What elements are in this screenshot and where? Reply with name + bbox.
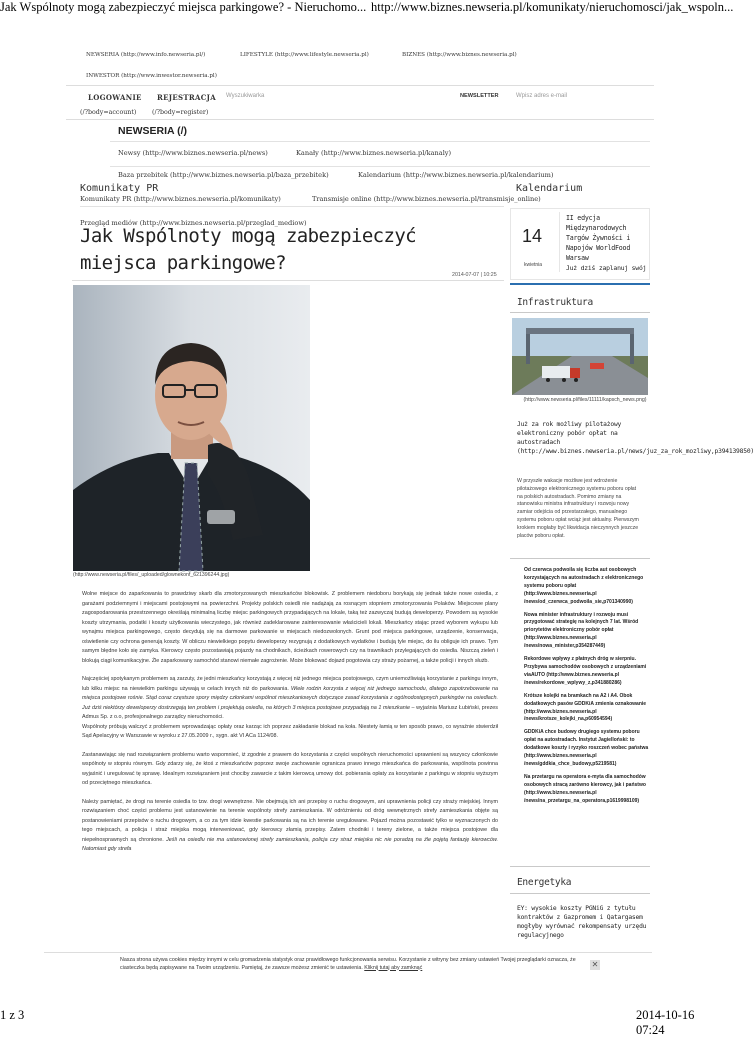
- news-item[interactable]: Na przetargu na operatora e-myta dla samochodów osobowych stracą zarówno kierowcy, jak i państwo (http://www.biznes.newseria.pl /news/na_przetargu_na_operatora,p1619998109): [524, 773, 646, 804]
- menu-baza-przebitek[interactable]: Baza przebitek (http://www.biznes.newseria.pl/baza_przebitek): [118, 171, 329, 179]
- paragraph-4: Zastanawiając się nad rozwiązaniem problemu warto wspomnieć, iż zgodnie z prawem do korzystania z części wspólnych nieruchomości uprawnieni są wszyscy członkowie wspólnoty w stopniu równym. Gdy zdarzy się, że ktoś z mieszkańców poprzez swoje zachowanie ogranicza prawo innego mieszkańca do parkowania, wspólnota powinna wyjaśnić i uregulować tę sprawę. Idealnym rozwiązaniem jest chociby zawarcie z takim kierowcą umowy dot. pobierania opłaty za korzystanie z parkingu w stopniu wyższym od przeciętnego mieszkańca.: [82, 751, 498, 786]
- paragraph-2-attribution: – wyjaśnia Mariusz Łubiński, prezes Admus Sp. z o.o, profesjonalnego zarządcy nieruchomości.: [82, 704, 498, 720]
- news-item[interactable]: Krótsze kolejki na bramkach na A2 i A4. Obok dodatkowych pasów GDDKiA zmienia oznakowanie (http://www.biznes.newseria.pl /news/krotsze_kolejki_na,p60954594): [524, 692, 647, 723]
- infrastruktura-rule: [510, 312, 650, 313]
- brand-logo[interactable]: NEWSERIA (/): [118, 125, 188, 137]
- event-cta[interactable]: Już dziś zaplanuj swój: [566, 264, 647, 272]
- highway-illustration: [512, 318, 648, 395]
- register-link[interactable]: REJESTRACJA: [157, 93, 216, 102]
- infrastruktura-lead-title[interactable]: Już za rok możliwy pilotażowy elektroniczny pobór opłat na autostradach (http://www.biznes.newseria.pl/news/juz_za_rok_mozliwy,p394139850): [517, 421, 754, 455]
- menu-transmisje[interactable]: Transmisje online (http://www.biznes.newseria.pl/transmisje_online): [312, 195, 541, 203]
- infrastruktura-lead-text: W przyszłe wakacje możliwe jest wdrożenie pilotażowego elektronicznego systemu poboru opłat na polskich autostradach. Pomimo zmiany na stanowisku ministra infrastruktury i rozwoju nowy zamiar odejścia od przestarzałego, manualnego systemu poboru opłat wciąż jest aktualny. Pierwszym krokiem mogłaby być likwidacja nieczynnych jeszcze placów poboru opłat.: [517, 478, 639, 539]
- newsletter-label: NEWSLETTER: [460, 93, 499, 99]
- paragraph-1: Wolne miejsce do zaparkowania to prawdziwy skarb dla zmotoryzowanych mieszkańców blokowisk. Z problemem niedoboru borykają się jednak także nowe osiedla, z garażami podziemnymi i miejscami postojowymi na powierzchni. Projekty polskich osiedli nie nadążają za rosnącym stopniem zmotoryzowania Polaków. Miejscowe plany zagospodarowania przestrzennego określają minimalną liczbę miejsc parkingowych przypadających na lokale, taką też zazwyczaj budują deweloperzy. Powodem są wysokie koszty utrzymania, podatki i koszty użytkowania wieczystego, jak również zadeklarowane zainteresowanie właścicieli lokali. Mieszkańcy stając przed wyborem wykupu lub wynajmu miejsca parkingowego, często decydują się na darmowe parkowanie w miejscach niedozwolonych. Grunt pod miejsca parkingowe, urządzenie, konserwacja, oświetlenie czy ochrona generują koszty. W obliczu niewielkiego popytu deweloperzy rezygnują z dodatkowych wydatków i budują tyle miejsc, do ilu obliguje ich prawo. Tym samym błędne koło się zamyka. Kierowcy często pozostawiają pojazdy na chodnikach, ścieżkach rowerowych czy na trawnikach przylegających do osiedla. Niszczą zieleń i blokują ciągi komunikacyjne. Źle zaparkowany samochód stanowi niemałe zagrożenie. Może blokować dojazd pogotowia czy straży pożarnej, a także policji i innych służb.: [82, 591, 498, 664]
- komunikaty-title: Komunikaty PR: [80, 183, 159, 194]
- article-meta: 2014-07-07 | 10:25: [452, 272, 497, 278]
- cookie-text: Nasza strona używa cookies między innymi w celu gromadzenia statystyk oraz prawidłowego funkcjonowania serwisu. Korzystanie z witryny bez zmiany ustawień Twojej przeglądarki oznacza, że ciasteczka będą zapisywane na Twoim urządzeniu. Pamiętaj, że zawsze możesz zmienić te ustawienia.: [120, 957, 576, 971]
- login-link[interactable]: LOGOWANIE: [88, 93, 142, 102]
- energetyka-rule: [510, 893, 650, 894]
- menu-newsy[interactable]: Newsy (http://www.biznes.newseria.pl/news): [118, 149, 268, 157]
- menu-kanaly[interactable]: Kanały (http://www.biznes.newseria.pl/kanaly): [296, 149, 452, 157]
- print-page-number: 1 z 3: [0, 1008, 25, 1022]
- infrastruktura-image[interactable]: [512, 318, 648, 395]
- menu-divider: [80, 206, 504, 207]
- newsletter-email-input[interactable]: Wpisz adres e-mail: [516, 93, 568, 99]
- cookie-divider: [44, 952, 652, 953]
- print-header: [0, 0, 734, 14]
- paragraph-2-quote: Wiele rodzin korzysta z więcej niż jednego samochodu, dlatego zapotrzebowanie na miejsca postojowe rośnie. Stąd coraz częstsze spory między członkami wspólnot mieszkaniowych dotyczące zasad korzystania z ogólnodostępnych parkingów na osiedlach. Już dziś niektórzy deweloperzy dostrzegają ten problem i projektują osiedla, na których 3 miejsca postojowe przypadają na 1 mieszkanie: [82, 685, 499, 711]
- article-photo: [73, 285, 310, 571]
- print-datetime: 2014-10-16 07:24: [636, 1008, 695, 1037]
- toplink-biznes[interactable]: BIZNES (http://www.biznes.newseria.pl): [402, 52, 517, 58]
- menu-przeglad-mediow[interactable]: Przegląd mediów (http://www.biznes.newseria.pl/przeglad_mediow): [80, 219, 307, 227]
- news-item[interactable]: GDDKiA chce budowy drugiego systemu poboru opłat na autostradach. Instytut Jagielloński: to dodatkowe koszty i ryzyko roszczeń wobec państwa (http://www.biznes.newseria.pl /news/gddkia_chce_budowy,p5219581): [524, 729, 649, 767]
- paragraph-3: Wspólnoty próbują walczyć z problemem wprowadzając opłaty oraz karząc ich poprzez zakładanie blokad na koła. Niestety łamią w ten sposób prawo, co wyraźnie stwierdził Sąd Apelacyjny w Warszawie w wyroku z 27.05.2009 r., sygn. akt VI ACa 1124/08.: [82, 723, 498, 739]
- infrastruktura-news-list: [524, 567, 650, 810]
- paragraph-5-text: Należy pamiętać, że drogi na terenie osiedla to tzw. drogi wewnętrzne. Nie obejmują ich ani przepisy o ruchu drogowym, ani uprawnienia policji czy straży miejskiej. Innym rozwiązaniem choć części problemu jest ustanowienie na terenie wspólnoty strefy zamieszkania. W odróżnieniu od dróg wewnętrznych strefy zamieszkania objęte są postanowieniami przepisów o ruchu drogowym, a co za tym idzie kwestie parkowania są na ich terenie uregulowane. Pojazd można pozostawić tylko w wyznaczonych do tego miejscach, a policja i straż miejska mogą interweniować, gdy kierowcy złamią przepisy. Zatem chodniki i tereny zielone, a także miejsca postojowe dla niepełnosprawnych są chronione.: [82, 798, 498, 843]
- cookie-close-link[interactable]: Kliknij tutaj aby zamknąć: [364, 964, 423, 971]
- energetyka-lead-title[interactable]: EY: wysokie koszty PGNiG z tytułu kontraktów z Gazpromem i Qatargasem mogłyby wyrównać rekompensaty urzędu regulacyjnego: [517, 905, 647, 939]
- print-title: Jak Wspólnoty mogą zabezpieczyć miejsca parkingowe? - Nieruchomo...: [0, 0, 367, 14]
- news-item[interactable]: Rekordowe wpływy z płatnych dróg w sierpniu. Przybywa samochodów osobowych z urządzeniami viaAUTO (http://www.biznes.newseria.pl /news/rekordowe_wplywy_z,p341880286): [524, 656, 647, 686]
- search-input[interactable]: Wyszukiwarka: [226, 93, 265, 99]
- toplink-inwestor[interactable]: INWESTOR (http://www.inwestor.newseria.pl): [86, 73, 217, 79]
- toplink-newseria[interactable]: NEWSERIA (http://www.info.newseria.pl/): [86, 52, 206, 58]
- news-item[interactable]: Od czerwca podwoila się liczba aut osobowych korzystających na autostradach z elektronicznego systemu poboru opłat (http://www.biznes.newseria.pl /news/od_czerwca_podwoila_sie,p701340990): [524, 567, 644, 605]
- login-href[interactable]: (/?body=account): [80, 109, 137, 116]
- news-item[interactable]: Nowa minister infrastruktury i rozwoju musi przygotować strategię na kolejnych 7 lat. Wśród priorytetów elektroniczny pobór opłat (http://www.biznes.newseria.pl /news/nowa_minister,p354287449): [524, 611, 639, 650]
- paragraph-5-italic: Jeśli na osiedlu nie ma ustanowionej strefy zamieszkania, policja czy straż miejska nic nie poradzą na źle pojętą fantazję kierowców. Natomiast gdy strefa: [82, 836, 498, 852]
- event-day: 14: [522, 226, 543, 246]
- menu-komunikaty[interactable]: Komunikaty PR (http://www.biznes.newseria.pl/komunikaty): [80, 195, 281, 203]
- toplink-lifestyle[interactable]: LIFESTYLE (http://www.lifestyle.newseria.pl): [240, 52, 369, 58]
- event-title[interactable]: II edycja Międzynarodowych Targów Żywności i Napojów WorldFood Warsaw: [566, 214, 631, 262]
- energetyka-rule-top: [510, 866, 650, 867]
- paragraph-5: [82, 798, 498, 855]
- infrastruktura-rule-2: [510, 558, 650, 559]
- meta-divider: [72, 280, 504, 281]
- print-url: http://www.biznes.newseria.pl/komunikaty/nieruchomosci/jak_wspoln...: [371, 0, 734, 14]
- menu-kalendarium[interactable]: Kalendarium (http://www.biznes.newseria.pl/kalendarium): [358, 171, 554, 179]
- infrastruktura-heading: Infrastruktura: [517, 297, 593, 308]
- kalendarium-title: Kalendarium: [516, 183, 583, 194]
- energetyka-heading: Energetyka: [517, 877, 572, 888]
- event-month: kwietnia: [524, 262, 543, 268]
- register-href[interactable]: (/?body=register): [152, 109, 209, 116]
- paragraph-2: [82, 675, 498, 742]
- event-accent-bar: [510, 283, 650, 285]
- paragraph-2-lead: Najczęściej spotykanym problemem są zarzuty, że jedni mieszkańcy korzystają z więcej niż jednego miejsca postojowego, czym uniemożliwiają korzystanie z parkingu innym, lub kilku miejsc na niewielkim parkingu używają w celach innych niż do parkowania.: [82, 676, 498, 692]
- article-body: [82, 590, 498, 864]
- close-icon[interactable]: ✕: [591, 960, 599, 969]
- portrait-illustration: [73, 285, 310, 571]
- photo-caption[interactable]: (http://www.newseria.pl/files/_uploaded/glownekonf_621396244.jpg): [73, 572, 230, 578]
- infrastruktura-image-caption[interactable]: (http://www.newseria.pl/files/11111/kapsch_news.png): [523, 397, 647, 403]
- cookie-notice: [120, 957, 580, 972]
- article-title: Jak Wspólnoty mogą zabezpieczyć miejsca parkingowe?: [80, 225, 417, 274]
